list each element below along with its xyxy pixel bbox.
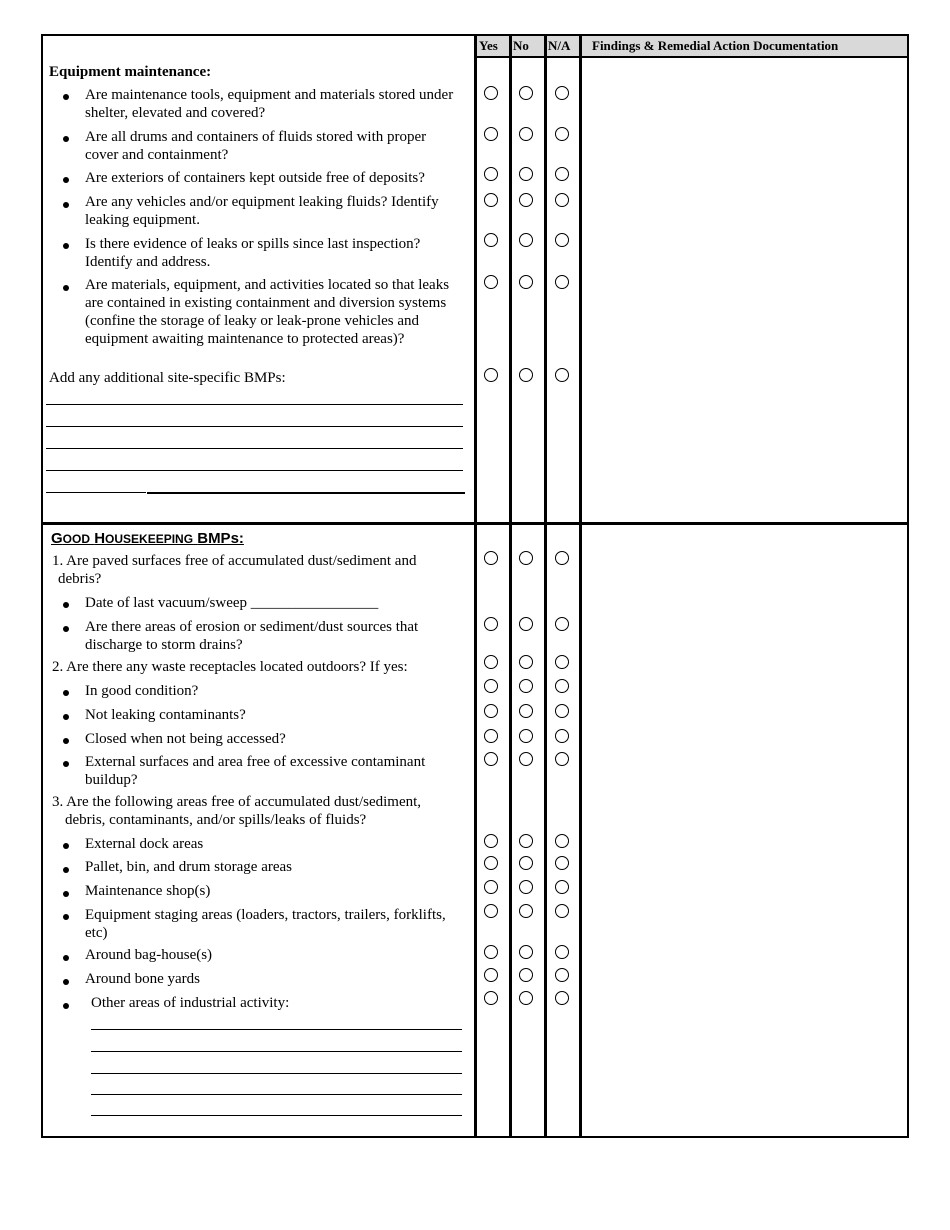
- radio-na[interactable]: [555, 167, 569, 181]
- question-equip-4-line1: Are any vehicles and/or equipment leaking fluids? Identify: [85, 194, 439, 210]
- column-divider: [544, 34, 547, 1138]
- bullet: [63, 285, 69, 291]
- write-in-line[interactable]: [46, 448, 463, 449]
- radio-yes[interactable]: [484, 617, 498, 631]
- bullet: [63, 979, 69, 985]
- radio-na[interactable]: [555, 704, 569, 718]
- question-equip-1-line1: Are maintenance tools, equipment and materials stored under: [85, 87, 454, 103]
- question-equip-6-line2: are contained in existing containment and diversion systems: [85, 295, 447, 311]
- question-hk-3-line1: 3. Are the following areas free of accumulated dust/sediment,: [52, 794, 422, 810]
- radio-yes[interactable]: [484, 968, 498, 982]
- bullet: [63, 891, 69, 897]
- radio-no[interactable]: [519, 167, 533, 181]
- radio-no[interactable]: [519, 86, 533, 100]
- question-equip-6-line3: (confine the storage of leaky or leak-prone vehicles and: [85, 313, 420, 329]
- radio-yes[interactable]: [484, 193, 498, 207]
- question-hk-2-external-line1: External surfaces and area free of excessive contaminant: [85, 754, 426, 770]
- question-hk-2-closed: Closed when not being accessed?: [85, 731, 286, 747]
- bullet: [63, 177, 69, 183]
- write-in-line[interactable]: [91, 1094, 462, 1095]
- radio-na[interactable]: [555, 86, 569, 100]
- question-hk-2-condition: In good condition?: [85, 683, 199, 699]
- radio-yes[interactable]: [484, 275, 498, 289]
- findings-area-equipment[interactable]: [582, 58, 907, 522]
- write-in-line[interactable]: [91, 1115, 462, 1116]
- question-equip-6-line4: equipment awaiting maintenance to protected areas)?: [85, 331, 405, 347]
- radio-no[interactable]: [519, 834, 533, 848]
- radio-na[interactable]: [555, 904, 569, 918]
- radio-na[interactable]: [555, 834, 569, 848]
- radio-no[interactable]: [519, 704, 533, 718]
- radio-na[interactable]: [555, 856, 569, 870]
- question-equip-6-line1: Are materials, equipment, and activities located so that leaks: [85, 277, 450, 293]
- bullet: [63, 843, 69, 849]
- radio-na[interactable]: [555, 945, 569, 959]
- radio-no[interactable]: [519, 233, 533, 247]
- radio-no[interactable]: [519, 368, 533, 382]
- radio-no[interactable]: [519, 655, 533, 669]
- write-in-line[interactable]: [46, 492, 146, 493]
- question-equip-5-line2: Identify and address.: [85, 254, 211, 270]
- radio-na[interactable]: [555, 127, 569, 141]
- radio-yes[interactable]: [484, 368, 498, 382]
- bullet: [63, 714, 69, 720]
- radio-na[interactable]: [555, 551, 569, 565]
- write-in-line[interactable]: [91, 1051, 462, 1052]
- radio-na[interactable]: [555, 991, 569, 1005]
- radio-na[interactable]: [555, 617, 569, 631]
- additional-bmps-label: Add any additional site-specific BMPs:: [49, 370, 286, 386]
- header-findings: Findings & Remedial Action Documentation: [592, 38, 839, 53]
- radio-na[interactable]: [555, 729, 569, 743]
- write-in-line[interactable]: [46, 470, 463, 471]
- question-equip-2-line1: Are all drums and containers of fluids stored with proper: [85, 129, 427, 145]
- question-equip-5-line1: Is there evidence of leaks or spills since last inspection?: [85, 236, 421, 252]
- header-na: N/A: [548, 38, 571, 53]
- radio-yes[interactable]: [484, 945, 498, 959]
- question-hk-3-staging-line2: etc): [85, 925, 108, 941]
- radio-no[interactable]: [519, 945, 533, 959]
- radio-no[interactable]: [519, 968, 533, 982]
- radio-no[interactable]: [519, 991, 533, 1005]
- write-in-line[interactable]: [46, 426, 463, 427]
- radio-yes[interactable]: [484, 904, 498, 918]
- column-divider: [474, 34, 477, 1138]
- radio-no[interactable]: [519, 904, 533, 918]
- radio-yes[interactable]: [484, 752, 498, 766]
- bullet: [63, 690, 69, 696]
- question-hk-3-shop: Maintenance shop(s): [85, 883, 211, 899]
- question-hk-2-external-line2: buildup?: [85, 772, 138, 788]
- radio-yes[interactable]: [484, 704, 498, 718]
- radio-no[interactable]: [519, 679, 533, 693]
- question-hk-2-leak: Not leaking contaminants?: [85, 707, 246, 723]
- radio-na[interactable]: [555, 275, 569, 289]
- question-hk-3-pallet: Pallet, bin, and drum storage areas: [85, 859, 293, 875]
- radio-yes[interactable]: [484, 86, 498, 100]
- radio-yes[interactable]: [484, 834, 498, 848]
- radio-na[interactable]: [555, 193, 569, 207]
- question-hk-3-boneyards: Around bone yards: [85, 971, 200, 987]
- write-in-line[interactable]: [91, 1029, 462, 1030]
- question-hk-1-date: Date of last vacuum/sweep _________________: [85, 595, 379, 611]
- radio-no[interactable]: [519, 551, 533, 565]
- radio-na[interactable]: [555, 233, 569, 247]
- question-hk-2: 2. Are there any waste receptacles located outdoors? If yes:: [52, 659, 408, 675]
- question-hk-1-line2: debris?: [58, 571, 102, 587]
- radio-na[interactable]: [555, 655, 569, 669]
- radio-yes[interactable]: [484, 991, 498, 1005]
- radio-na[interactable]: [555, 968, 569, 982]
- radio-yes[interactable]: [484, 679, 498, 693]
- question-hk-3-other: Other areas of industrial activity:: [91, 995, 290, 1011]
- section-title-housekeeping: GOOD HOUSEKEEPING BMPs:: [51, 530, 244, 547]
- question-equip-4-line2: leaking equipment.: [85, 212, 200, 228]
- radio-no[interactable]: [519, 752, 533, 766]
- bullet: [63, 955, 69, 961]
- radio-na[interactable]: [555, 679, 569, 693]
- radio-yes[interactable]: [484, 729, 498, 743]
- bullet: [63, 626, 69, 632]
- radio-yes[interactable]: [484, 233, 498, 247]
- radio-no[interactable]: [519, 880, 533, 894]
- question-hk-3-baghouse: Around bag-house(s): [85, 947, 213, 963]
- question-hk-1-erosion-line1: Are there areas of erosion or sediment/dust sources that: [85, 619, 419, 635]
- radio-no[interactable]: [519, 617, 533, 631]
- radio-yes[interactable]: [484, 655, 498, 669]
- question-equip-2-line2: cover and containment?: [85, 147, 229, 163]
- radio-yes[interactable]: [484, 856, 498, 870]
- header-no: No: [513, 38, 529, 53]
- bullet: [63, 738, 69, 744]
- bullet: [63, 1003, 69, 1009]
- write-in-line[interactable]: [46, 404, 463, 405]
- write-in-line[interactable]: [91, 1073, 462, 1074]
- radio-yes[interactable]: [484, 167, 498, 181]
- radio-na[interactable]: [555, 368, 569, 382]
- radio-yes[interactable]: [484, 127, 498, 141]
- radio-no[interactable]: [519, 856, 533, 870]
- radio-no[interactable]: [519, 127, 533, 141]
- bullet: [63, 602, 69, 608]
- bullet: [63, 94, 69, 100]
- header-yes: Yes: [479, 38, 498, 53]
- question-hk-3-dock: External dock areas: [85, 836, 204, 852]
- question-hk-1-line1: 1. Are paved surfaces free of accumulated dust/sediment and: [52, 553, 417, 569]
- radio-no[interactable]: [519, 193, 533, 207]
- bullet: [63, 136, 69, 142]
- question-hk-3-line2: debris, contaminants, and/or spills/leaks of fluids?: [65, 812, 367, 828]
- radio-no[interactable]: [519, 729, 533, 743]
- findings-area-housekeeping[interactable]: [582, 525, 907, 1136]
- column-divider: [509, 34, 512, 1138]
- radio-na[interactable]: [555, 880, 569, 894]
- bullet: [63, 243, 69, 249]
- bullet: [63, 202, 69, 208]
- bullet: [63, 867, 69, 873]
- radio-yes[interactable]: [484, 551, 498, 565]
- section-title-equipment: Equipment maintenance:: [49, 64, 212, 80]
- question-hk-3-staging-line1: Equipment staging areas (loaders, tractors, trailers, forklifts,: [85, 907, 446, 923]
- question-equip-3: Are exteriors of containers kept outside free of deposits?: [85, 170, 425, 186]
- write-in-line[interactable]: [147, 492, 465, 494]
- bullet: [63, 761, 69, 767]
- radio-yes[interactable]: [484, 880, 498, 894]
- radio-no[interactable]: [519, 275, 533, 289]
- question-equip-1-line2: shelter, elevated and covered?: [85, 105, 266, 121]
- bullet: [63, 914, 69, 920]
- radio-na[interactable]: [555, 752, 569, 766]
- question-hk-1-erosion-line2: discharge to storm drains?: [85, 637, 243, 653]
